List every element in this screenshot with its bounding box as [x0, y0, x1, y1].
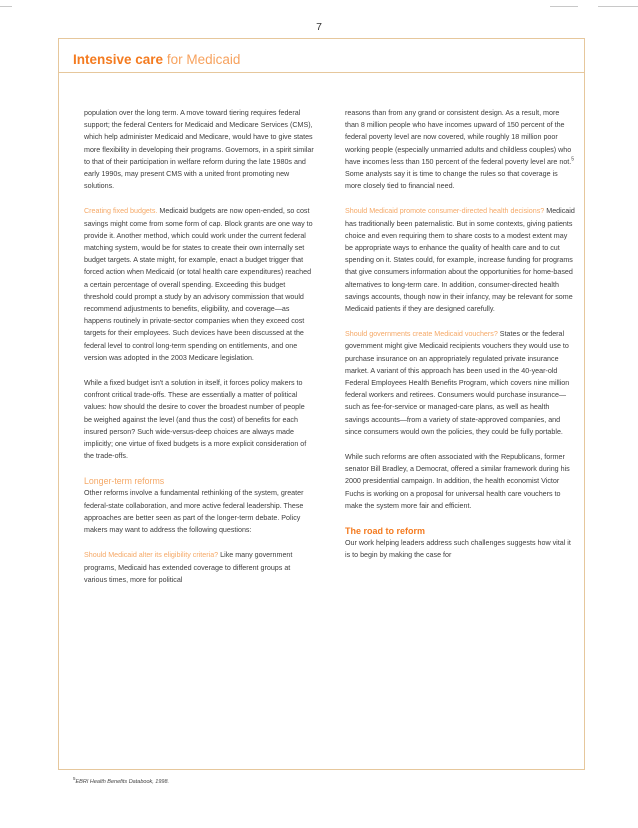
scan-edge-mark [598, 6, 638, 7]
section-heading: Longer-term reforms [84, 476, 165, 487]
paragraph-lead-in: Should governments create Medicaid vouchers? [345, 330, 498, 339]
paragraph: population over the long term. A move toward tiering requires federal support; the federal Centers for Medicaid and Medicare Services (CMS), which help administer Medicaid and Medicare, would have to give states more flexibility in developing their programs. Governors, in a spirit similar to that of their participation in welfare reform during the late 1980s and early 1990s, may present CMS with a united front promoting new solutions. [84, 109, 314, 191]
footnote-reference: 5 [571, 156, 575, 163]
paragraph: While a fixed budget isn't a solution in itself, it forces policy makers to confront critical trade-offs. These are essentially a matter of political values: how should the desire to cover the broadest number of people be weighed against the level (and thus the cost) of benefits for each insured person? Such wide-versus-deep choices are always made implicitly; one virtue of fixed budgets is a more explicit consideration of the trade-offs. [84, 379, 307, 461]
section-heading: The road to reform [345, 526, 426, 537]
left-column [84, 107, 314, 586]
page-title-bold: Intensive care [73, 52, 164, 67]
paragraph-lead-in: Creating fixed budgets. [84, 207, 158, 216]
paragraph [84, 549, 314, 586]
footnote-text: EBRI Health Benefits Databook, 1998. [75, 779, 170, 785]
scan-edge-mark [0, 6, 12, 7]
paragraph [84, 205, 314, 364]
paragraph [345, 107, 575, 192]
right-column [345, 107, 575, 562]
paragraph [345, 205, 575, 315]
paragraph-text: reasons than from any grand or consistent design. As a result, more than 8 million people who have incomes upward of 150 percent of the federal poverty level are now covered, while roughly 18 million poor working people (especially unmarried adults and childless couples) who have incomes less than 150 percent of the federal poverty level are not. [345, 109, 572, 166]
page-title-light: for Medicaid [163, 52, 241, 67]
paragraph-lead-in: Should Medicaid alter its eligibility criteria? [84, 551, 219, 560]
paragraph-text: States or the federal government might give Medicaid recipients vouchers they would use to purchase insurance on an appropriately regulated private insurance market. A variant of this approach has been used in the 40-year-old Federal Employees Health Benefits Program, which covers nine million federal workers and retirees. Consumers would purchase insurance—such as fee-for-service or managed-care plans, as well as health savings accounts—from a variety of state-approved companies, and since consumers would own the policies, they could be fully portable. [345, 330, 570, 436]
paragraph-text: Medicaid has traditionally been paternalistic. But in some contexts, giving patients choice and even requiring them to share costs to a modest extent may be appropriate ways to enhance the quality of health care and to cut spending on it. States could, for example, increase funding for programs that give consumers information about the opportunities for home-based alternatives to long-term care. In addition, consumer-directed health savings accounts, though now in their infancy, may be relevant for some Medicaid patients if they are designed carefully. [345, 207, 575, 314]
footnote [73, 776, 170, 785]
footnote-marker: 5 [73, 776, 76, 782]
paragraph: Our work helping leaders address such challenges suggests how vital it is to begin by making the case for [345, 539, 571, 560]
paragraph: While such reforms are often associated with the Republicans, former senator Bill Bradley, a Democrat, offered a similar framework during his 2000 presidential campaign. In addition, the health economist Victor Fuchs is working on a proposal for universal health care vouchers to make the system more fair and efficient. [345, 453, 570, 510]
paragraph-text: Like many government programs, Medicaid has extended coverage to different groups at various times, more for political [84, 551, 293, 584]
title-divider [58, 72, 585, 73]
paragraph: Other reforms involve a fundamental rethinking of the system, greater federal-state collaboration, and more active federal leadership. These approaches are better seen as part of the longer-term debate. Policy makers may want to address the following questions: [84, 489, 304, 535]
paragraph-text: Medicaid budgets are now open-ended, so cost savings might come from some form of cap. Block grants are one way to provide it. Another method, which could work under the current federal matching system, would be for states to create their own internally set budget targets. A state might, for example, enact a budget trigger that forced action when Medicaid (or total health care expenditures) reached a certain percentage of overall spending. Exceeding this budget threshold could prompt a study by an advisory commission that would recommend adjustments to benefits, eligibility, and coverage—as happens routinely in private-sector companies when they exceed cost targets for their employees. Such devices have been discussed at the federal level to control long-term spending on entitlements, and one version was adopted in the 2003 Medicare legislation. [84, 207, 313, 362]
page-title [73, 52, 240, 67]
page-number: 7 [316, 21, 322, 33]
paragraph-text: Some analysts say it is time to change the rules so that coverage is more closely tied to financial need. [345, 170, 558, 191]
paragraph [345, 328, 575, 438]
paragraph-lead-in: Should Medicaid promote consumer-directed health decisions? [345, 207, 545, 216]
scan-edge-mark [550, 6, 578, 7]
